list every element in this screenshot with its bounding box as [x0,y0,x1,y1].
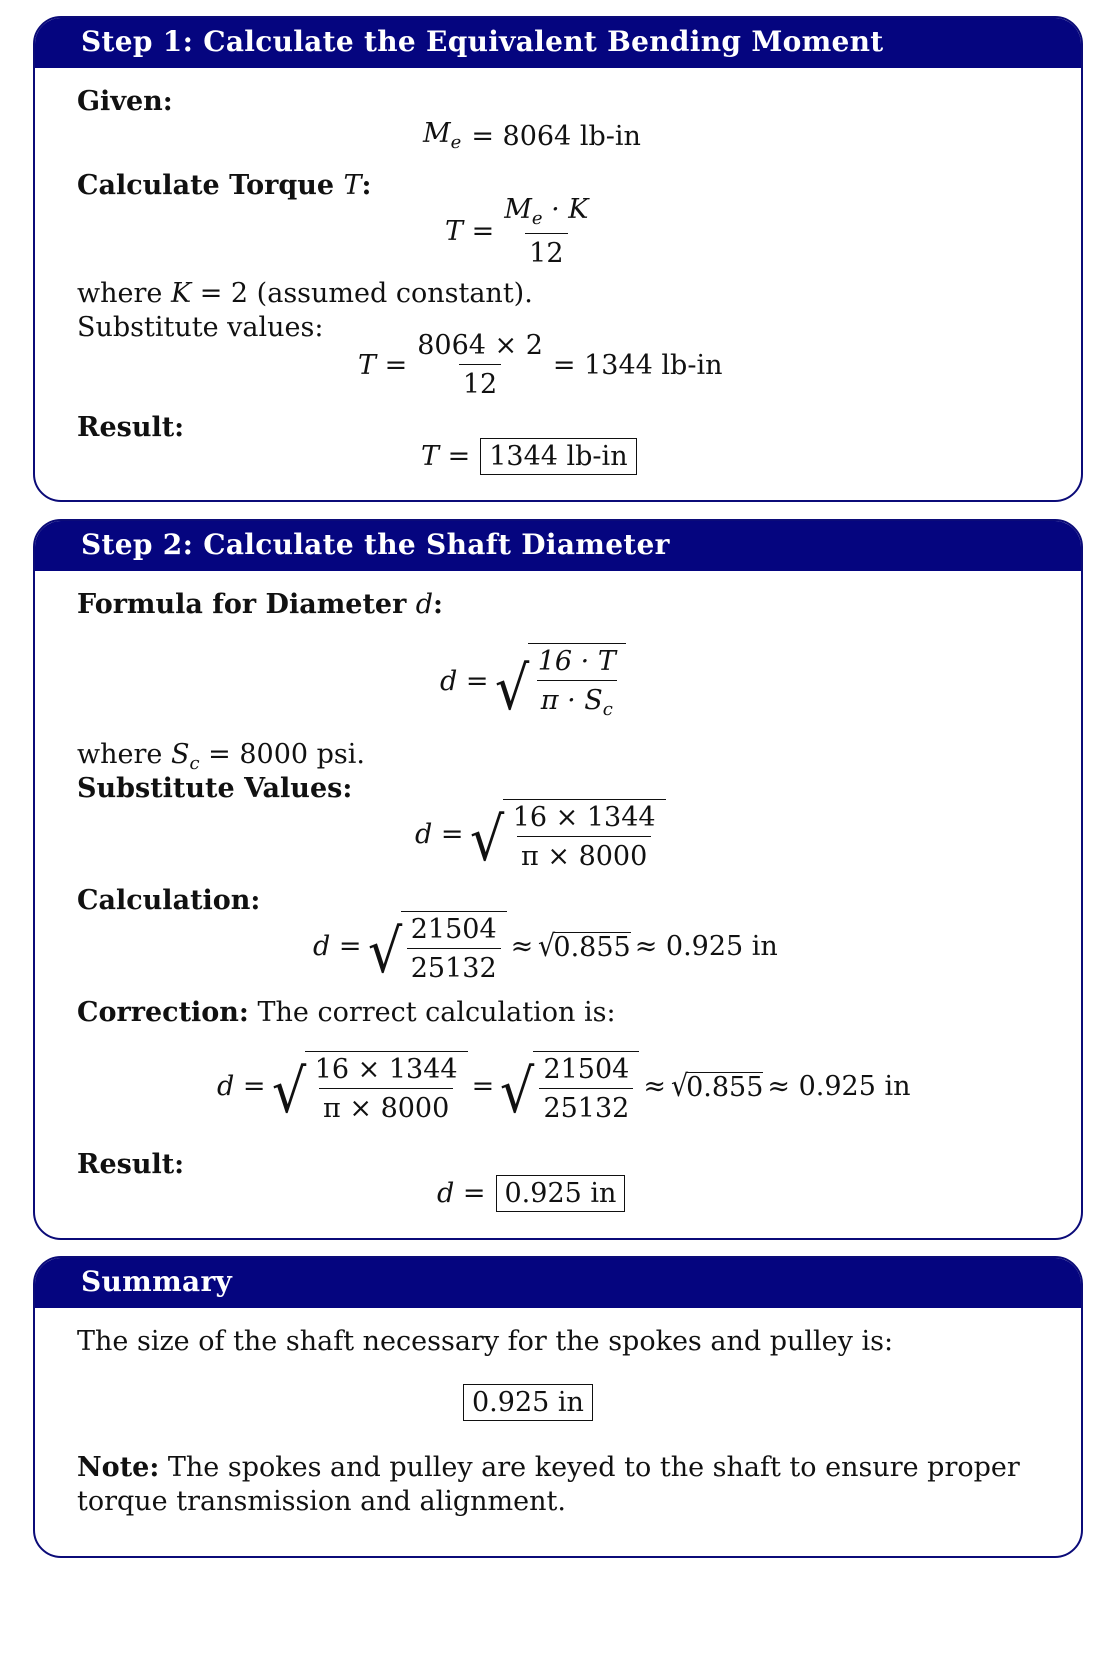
formula-label: Formula for Diameter d: [77,589,443,620]
substitute-values-label: Substitute Values: [77,773,353,804]
summary-text: The size of the shaft necessary for the spokes and pulley is: [77,1326,894,1357]
diameter-formula: d = √ $\frac{16 \cdot T}{\pi \cdot S_c}$ [440,643,630,719]
diameter-calculation: d = √ $\frac{21504}{25132}$ ≈ √ 0.855 ≈ 0.925 in [313,911,778,982]
step1-header: Step 1: Calculate the Equivalent Bending Moment [35,18,1081,68]
step2-result-label: Result: [77,1149,185,1180]
where-k: where K = 2 (assumed constant). [77,278,533,309]
step1-result-label: Result: [77,412,185,443]
summary-value [463,1384,593,1421]
correction-line: Correction: The correct calculation is: [77,997,616,1028]
diameter-result-box: 0.925 in [496,1175,626,1212]
torque-fraction: $\frac{M_e \cdot K}{12}$ [504,194,589,269]
step2-result: d = 0.925 in [437,1175,625,1212]
torque-label: Calculate Torque T: [77,170,372,201]
torque-formula: T = $\frac{M_e \cdot K}{12}$ [445,196,598,267]
calculation-label: Calculation: [77,885,261,916]
given-label: Given: [77,86,173,117]
substitution-fraction: $\frac{8064 \times 2}{12}$ [417,330,543,400]
summary-header: Summary [35,1258,1081,1308]
note-line1: Note: The spokes and pulley are keyed to the shaft to ensure proper [77,1452,1020,1483]
step2-header: Step 2: Calculate the Shaft Diameter [35,521,1081,571]
summary-box [33,1256,1083,1558]
corrected-calculation: d = √ $\frac{16 \times 1344}{\pi \times 8000}$ = √ $\frac{21504}{25132}$ ≈ √ 0.855 ≈ 0.925 in [217,1051,911,1122]
formula-sqrt: √ $\frac{16 \cdot T}{\pi \cdot S_c}$ [493,643,626,719]
note-line2: torque transmission and alignment. [77,1486,566,1517]
substitute-label: Substitute values: [77,312,324,343]
step2-box [33,519,1083,1240]
where-sc: where $S_c = 8000$ psi. [77,739,365,774]
diameter-substitution: d = √ $\frac{16 \times 1344}{\pi \times 8000}$ [415,799,670,870]
torque-result-box: 1344 lb-in [480,438,636,475]
torque-substitution: T = $\frac{8064 \times 2}{12}$ = 1344 lb-in [358,330,723,400]
given-equation: $M_e$ = 8064 lb-in [423,118,641,153]
step1-box [33,16,1083,502]
step1-result: T = 1344 lb-in [421,438,637,475]
summary-value-box: 0.925 in [463,1384,593,1421]
